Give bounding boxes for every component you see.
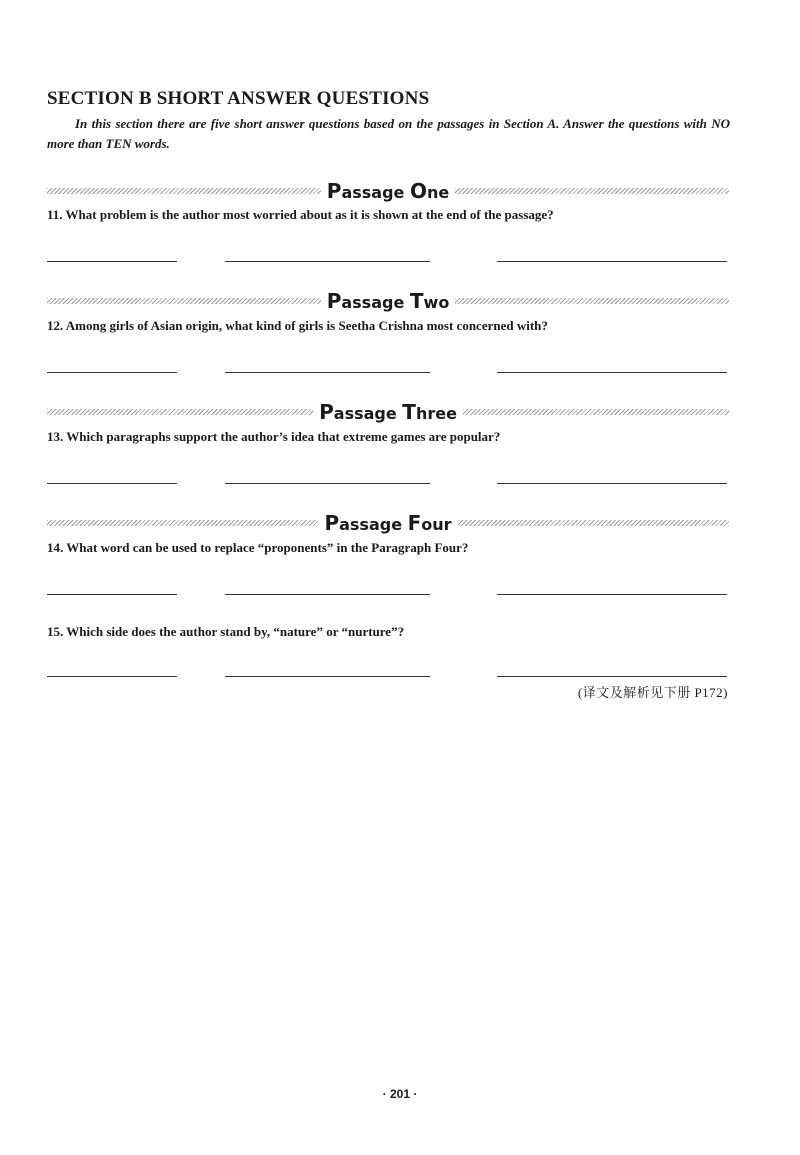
hatch-divider-left <box>47 298 321 304</box>
section-heading: SECTION B SHORT ANSWER QUESTIONS <box>47 88 430 109</box>
question-11: 11. What problem is the author most worried about as it is shown at the end of the passage? <box>47 207 554 222</box>
section-instructions: In this section there are five short answer questions based on the passages in Section A. Answer the questions with NO more than TEN words. <box>47 116 730 151</box>
passage-two-banner <box>47 290 729 312</box>
passage-four-banner <box>47 512 729 534</box>
page-number: · 201 · <box>382 1087 418 1101</box>
question-14: 14. What word can be used to replace “proponents” in the Paragraph Four? <box>47 540 469 555</box>
answer-lines-14[interactable] <box>47 594 727 596</box>
hatch-divider-left <box>47 409 313 415</box>
hatch-divider-left <box>47 188 321 194</box>
hatch-divider-right <box>458 520 729 526</box>
answer-lines-12[interactable] <box>47 372 727 374</box>
answer-lines-13[interactable] <box>47 483 727 485</box>
hatch-divider-right <box>455 188 729 194</box>
passage-three-banner <box>47 401 729 423</box>
question-12: 12. Among girls of Asian origin, what kind of girls is Seetha Crishna most concerned with? <box>47 318 548 333</box>
answer-lines-11[interactable] <box>47 261 727 263</box>
hatch-divider-left <box>47 520 318 526</box>
passage-three-title: Passage Three <box>319 400 457 424</box>
passage-one-title: Passage One <box>326 179 450 203</box>
passage-four-title: Passage Four <box>324 511 452 535</box>
answer-lines-15[interactable] <box>47 676 727 678</box>
reference-note: (译文及解析见下册 P172) <box>577 685 728 700</box>
question-13: 13. Which paragraphs support the author’s idea that extreme games are popular? <box>47 429 501 444</box>
passage-two-title: Passage Two <box>326 289 450 313</box>
hatch-divider-right <box>455 298 729 304</box>
hatch-divider-right <box>463 409 729 415</box>
question-15: 15. Which side does the author stand by, “nature” or “nurture”? <box>47 624 405 639</box>
passage-one-banner <box>47 180 729 202</box>
